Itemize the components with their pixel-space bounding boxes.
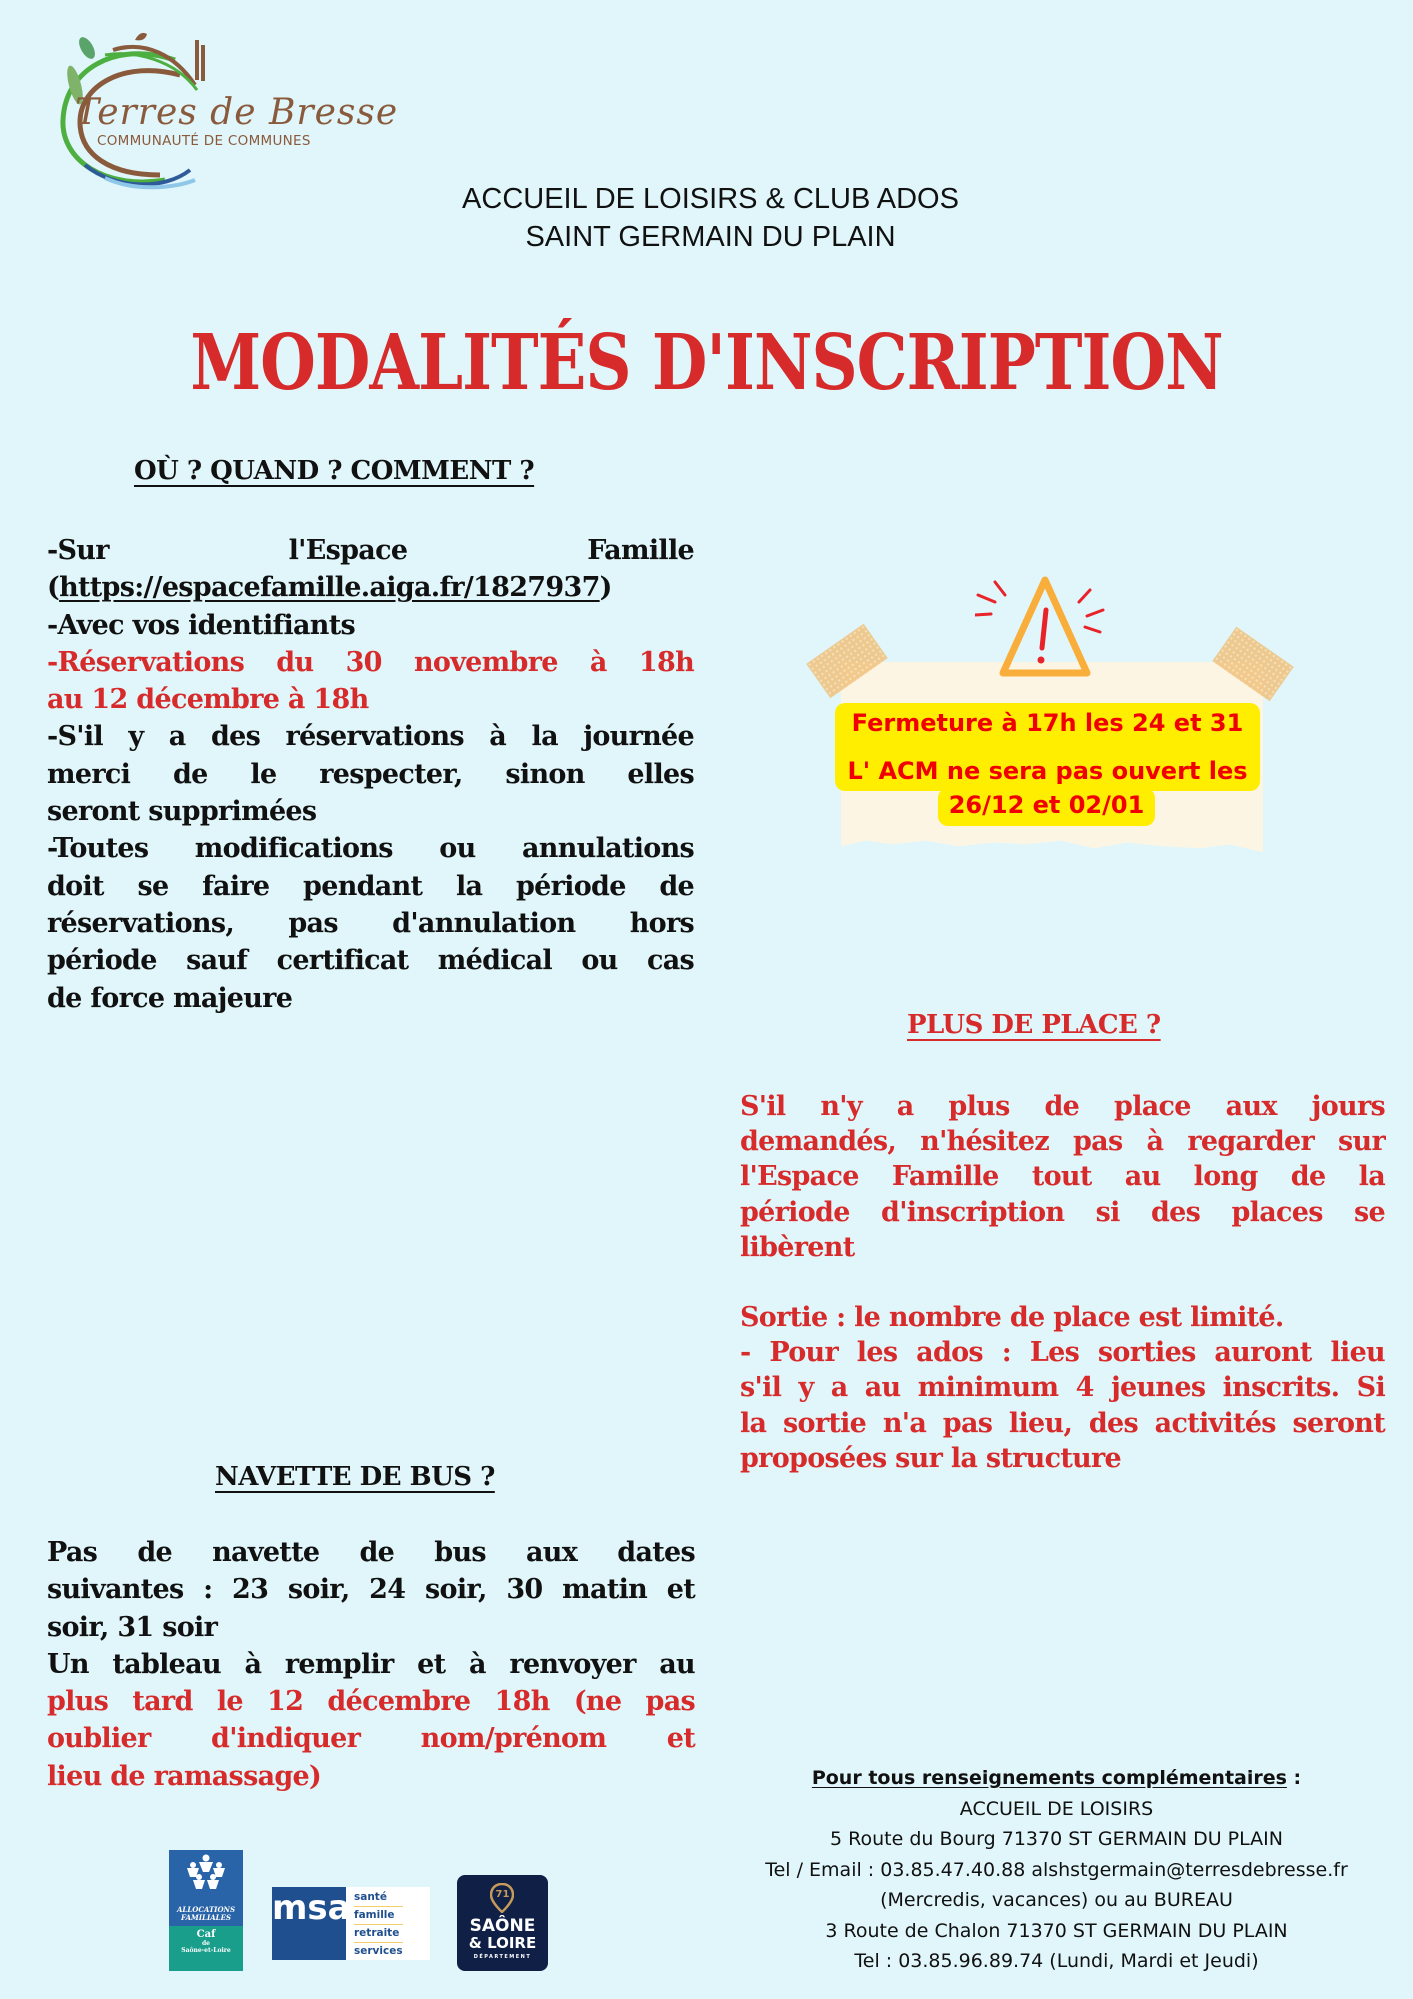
text-fragment: -Sur [47,535,109,566]
msa-text-3: retraite [354,1925,403,1943]
text-line: S'il n'y a plus de place aux jours [740,1091,1385,1122]
contact-block [700,1763,1413,1977]
msa-text-1: santé [354,1889,403,1907]
text-line: Un tableau à remplir et à renvoyer au [47,1648,695,1680]
text-fragment: Famille [587,535,694,566]
msa-text-4: services [354,1945,403,1957]
header-line-2: SAINT GERMAIN DU PLAIN [525,221,896,253]
contact-line-4: (Mercredis, vacances) ou au BUREAU [880,1889,1233,1911]
text-line: -S'il y a des réservations à la journée [47,721,694,753]
text-line: soir, 31 soir [47,1611,218,1643]
espace-famille-link[interactable]: https://espacefamille.aiga.fr/1827937 [59,572,600,604]
text-line [47,569,694,606]
msa-logo [272,1887,430,1960]
section-place-body [740,1089,1385,1476]
text-line: au 12 décembre à 18h [47,684,369,716]
msa-mark: msa [272,1887,346,1960]
dept-number: 71 [495,1889,510,1900]
text-line: suivantes : 23 soir, 24 soir, 30 matin et [47,1574,695,1606]
text-fragment: ( [47,572,60,604]
section-heading-plus-de-place: PLUS DE PLACE ? [907,1010,1161,1040]
text-line: -Réservations du 30 novembre à 18h [47,646,694,678]
terres-de-bresse-logo [25,30,399,190]
text-line: Sortie : le nombre de place est limité. [740,1302,1284,1334]
text-line: -Toutes modifications ou annulations [47,833,694,865]
text-line: Pas de navette de bus aux dates [47,1537,695,1568]
section-heading-navette-de-bus: NAVETTE DE BUS ? [215,1462,495,1492]
alert-line-1: Fermeture à 17h les 24 et 31 [851,709,1244,737]
caf-text-2: FAMILIALES [181,1913,231,1922]
text-line: libèrent [740,1231,855,1263]
text-line: doit se faire pendant la période de [47,870,694,902]
logo-title: Terres de Bresse [75,92,399,133]
text-fragment: ) [599,572,612,604]
caf-children-icon [181,1853,231,1893]
alert-box [835,703,1260,791]
text-line: s'il y a au minimum 4 jeunes inscrits. Si [740,1372,1385,1404]
contact-line-1: ACCUEIL DE LOISIRS [959,1797,1154,1820]
msa-text-2: famille [354,1907,403,1925]
warning-triangle-icon [975,570,1115,685]
text-line [47,532,694,569]
text-line: merci de le respecter, sinon elles [47,758,694,790]
section-bus-body [47,1534,695,1795]
saone-et-loire-logo [457,1875,548,1971]
contact-line-5: 3 Route de Chalon 71370 ST GERMAIN DU PLAIN [825,1919,1288,1942]
alert-line-2: L' ACM ne sera pas ouvert les [847,757,1248,785]
alert-line-3: 26/12 et 02/01 [938,788,1155,826]
dept-text-3: DÉPARTEMENT [473,1954,532,1960]
contact-line-2: 5 Route du Bourg 71370 ST GERMAIN DU PLAIN [830,1828,1283,1850]
caf-text-4: de [201,1940,210,1947]
page-title: MODALITÉS D'INSCRIPTION [190,318,1223,408]
header-line-1: ACCUEIL DE LOISIRS & CLUB ADOS [462,183,959,215]
text-line: proposées sur la structure [740,1442,1122,1474]
text-line: réservations, pas d'annulation hors [47,907,694,939]
caf-text-5: Saône-et-Loire [181,1947,231,1954]
text-line: demandés, n'hésitez pas à regarder sur [740,1126,1385,1158]
text-line: période sauf certificat médical ou cas [47,945,694,977]
section-heading-ou-quand-comment: OÙ ? QUAND ? COMMENT ? [134,456,535,486]
text-line: oublier d'indiquer nom/prénom et [47,1723,695,1755]
contact-heading-colon: : [1286,1767,1302,1789]
header [0,180,1413,256]
text-line: - Pour les ados : Les sorties auront lieu [740,1337,1385,1369]
caf-logo [169,1850,243,1971]
text-fragment: l'Espace [288,535,408,566]
text-line: plus tard le 12 décembre 18h (ne pas [47,1686,695,1718]
text-line: -Avec vos identifiants [47,609,356,641]
caf-text-1: ALLOCATIONS [176,1905,236,1914]
contact-line-3[interactable]: Tel / Email : 03.85.47.40.88 alshstgermain@terresdebresse.fr [765,1858,1348,1881]
text-line: période d'inscription si des places se [740,1196,1385,1228]
dept-text-2: & LOIRE [468,1934,537,1952]
dept-text-1: SAÔNE [469,1916,536,1936]
contact-heading [700,1763,1413,1794]
text-line: lieu de ramassage) [47,1760,322,1792]
contact-line-6: Tel : 03.85.96.89.74 (Lundi, Mardi et Jeudi) [854,1950,1259,1972]
contact-heading-text: Pour tous renseignements complémentaires [811,1767,1287,1789]
text-line: de force majeure [47,982,293,1014]
text-line: la sortie n'a pas lieu, des activités seront [740,1407,1385,1439]
logo-subtitle: COMMUNAUTÉ DE COMMUNES [97,133,311,149]
text-line: seront supprimées [47,796,317,828]
section-ou-body [47,532,694,1017]
caf-text-3: Caf [196,1929,216,1940]
text-line: l'Espace Famille tout au long de la [740,1161,1385,1193]
